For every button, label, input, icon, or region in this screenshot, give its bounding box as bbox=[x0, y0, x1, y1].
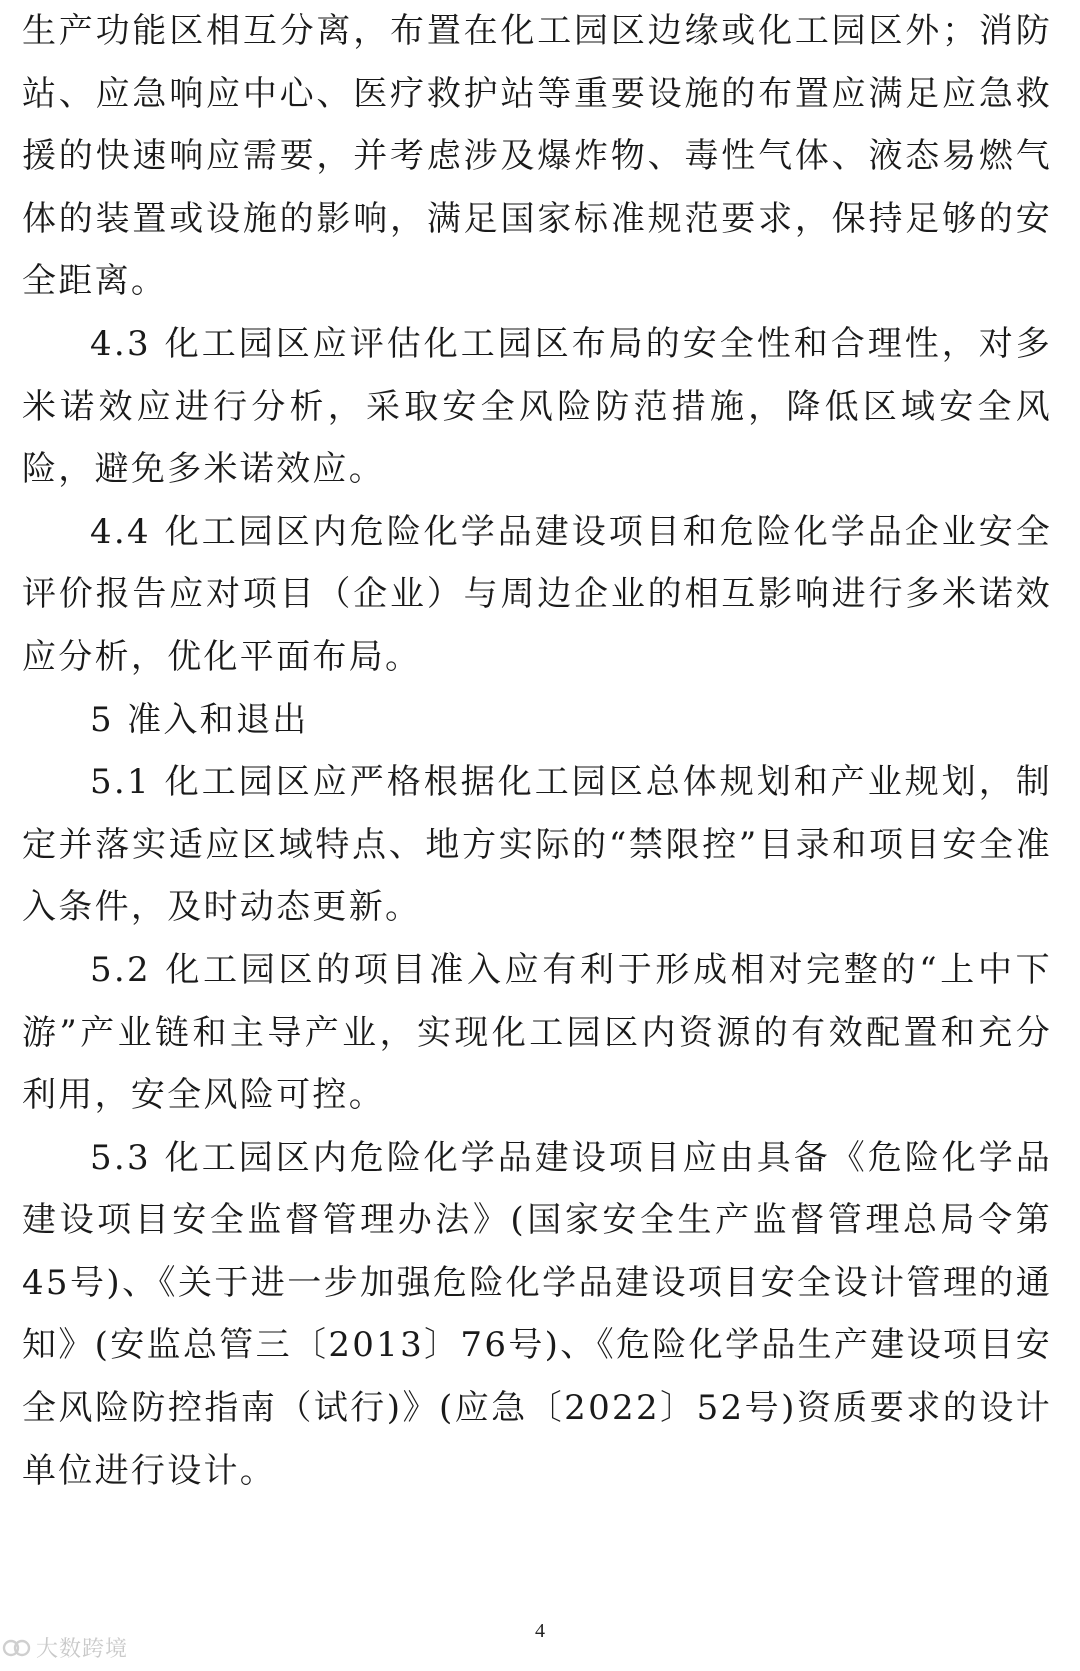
paragraph-5-1: 5.1 化工园区应严格根据化工园区总体规划和产业规划，制定并落实适应区域特点、地方实际的“禁限控”目录和项目安全准入条件，及时动态更新。 bbox=[22, 762, 1052, 928]
watermark-text: 大数跨境 bbox=[36, 1637, 129, 1662]
paragraph-4-4: 4.4 化工园区内危险化学品建设项目和危险化学品企业安全评价报告应对项目（企业）与周边企业的相互影响进行多米诺效应分析，优化平面布局。 bbox=[22, 511, 1052, 677]
paragraph-5-3: 5.3 化工园区内危险化学品建设项目应由具备《危险化学品建设项目安全监督管理办法》(国家安全生产监督管理总局令第45号)、《关于进一步加强危险化学品建设项目安全设计管理的通知》(安监总管三〔2013〕76号)、《危险化学品生产建设项目安全风险防控指南（试行)》(应急〔2022〕52号)资质要求的设计单位进行设计。 bbox=[22, 1137, 1052, 1491]
page-number: 4 bbox=[535, 1620, 545, 1642]
section-heading-5: 5 准入和退出 bbox=[90, 699, 309, 740]
paragraph-continuation: 生产功能区相互分离，布置在化工园区边缘或化工园区外；消防站、应急响应中心、医疗救护站等重要设施的布置应满足应急救援的快速响应需要，并考虑涉及爆炸物、毒性气体、液态易燃气体的装置或设施的影响，满足国家标准规范要求，保持足够的安全距离。 bbox=[22, 11, 1052, 302]
paragraph-5-2: 5.2 化工园区的项目准入应有利于形成相对完整的“上中下游”产业链和主导产业，实现化工园区内资源的有效配置和充分利用，安全风险可控。 bbox=[22, 949, 1052, 1116]
document-body bbox=[22, 0, 1052, 1502]
paragraph-4-3: 4.3 化工园区应评估化工园区布局的安全性和合理性，对多米诺效应进行分析，采取安全风险防范措施，降低区域安全风险，避免多米诺效应。 bbox=[22, 323, 1052, 490]
watermark bbox=[2, 1632, 128, 1663]
brand-logo-icon bbox=[2, 1636, 32, 1660]
